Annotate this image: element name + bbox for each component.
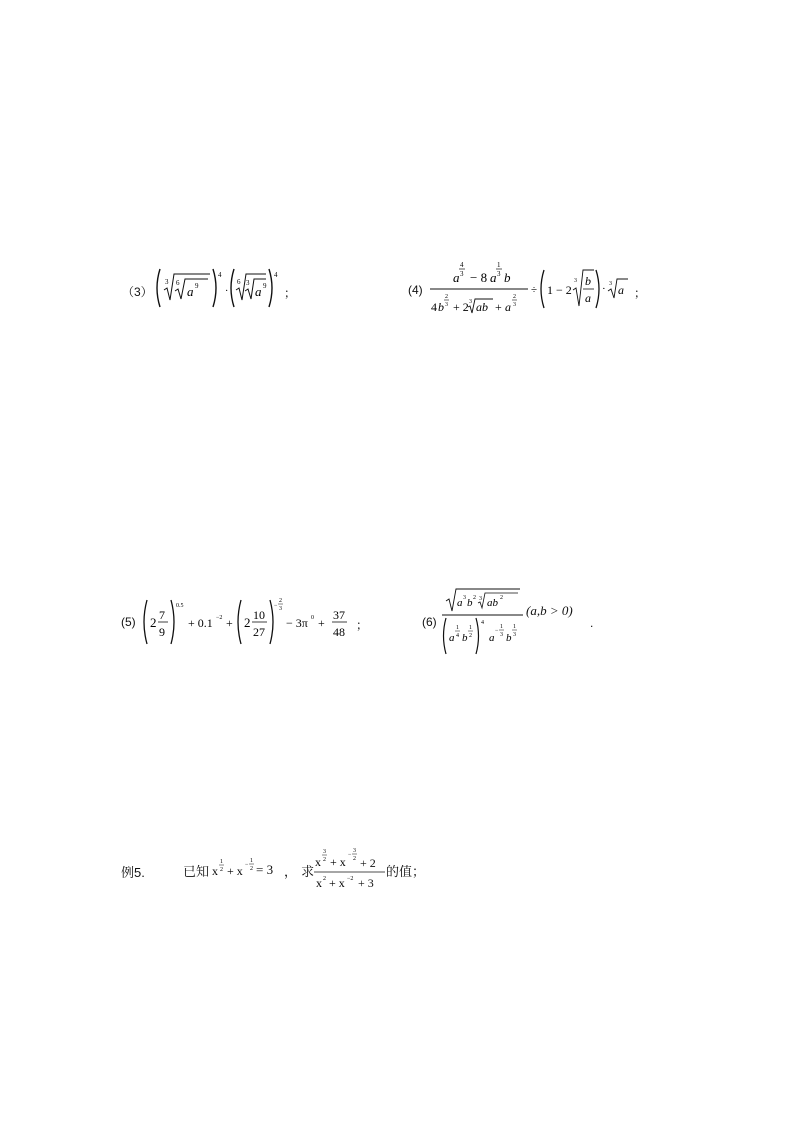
svg-text:1: 1 — [220, 859, 223, 865]
svg-text:1: 1 — [456, 625, 459, 631]
svg-text:b: b — [585, 274, 591, 288]
problem-5-expression — [140, 595, 365, 651]
svg-text:x: x — [316, 876, 322, 890]
example-numerator-plus2: + 2 — [360, 856, 376, 870]
svg-text:3: 3 — [500, 632, 503, 638]
example-given-rhs: = 3 — [256, 862, 274, 877]
svg-text:+ x: + x — [227, 864, 243, 878]
svg-text:4: 4 — [460, 261, 464, 269]
svg-text:a: a — [489, 632, 495, 644]
svg-text:b: b — [467, 597, 473, 609]
svg-text:9: 9 — [263, 282, 267, 290]
svg-text:3: 3 — [246, 279, 250, 287]
svg-text:2: 2 — [353, 856, 356, 862]
svg-text:·: · — [602, 283, 606, 295]
problem-5-end: ； — [356, 618, 369, 632]
svg-text:a: a — [618, 283, 624, 297]
svg-text:a: a — [585, 291, 591, 305]
example-ask-prefix: ， 求 — [284, 865, 315, 880]
svg-text:−2: −2 — [216, 615, 223, 621]
svg-text:+ 2: + 2 — [453, 300, 469, 314]
svg-text:2: 2 — [220, 867, 223, 873]
svg-text:2: 2 — [244, 615, 251, 630]
svg-text:2: 2 — [473, 595, 476, 601]
svg-text:a: a — [449, 632, 455, 644]
svg-text:3: 3 — [165, 278, 169, 286]
problem-4-end: ； — [634, 286, 647, 300]
svg-text:27: 27 — [253, 625, 265, 639]
example-label: 例5. — [121, 865, 145, 880]
problem-4-expression — [428, 258, 633, 318]
svg-text:2: 2 — [469, 633, 472, 639]
svg-text:2: 2 — [323, 857, 326, 863]
svg-text:b: b — [462, 632, 468, 644]
problem-3-end: ； — [284, 286, 297, 300]
svg-text:b: b — [438, 300, 444, 314]
svg-text:2: 2 — [279, 598, 282, 604]
svg-text:b: b — [506, 632, 512, 644]
svg-text:−2: −2 — [347, 876, 354, 882]
svg-text:1: 1 — [250, 858, 253, 864]
svg-text:6: 6 — [176, 279, 180, 287]
example-given-prefix: 已知 — [183, 865, 210, 880]
svg-text:37: 37 — [333, 608, 345, 622]
svg-text:4: 4 — [431, 300, 437, 314]
svg-text:1 − 2: 1 − 2 — [547, 283, 572, 297]
svg-text:+ x: + x — [329, 876, 345, 890]
svg-text:3: 3 — [513, 302, 516, 308]
svg-text:3: 3 — [469, 299, 472, 305]
svg-text:−: − — [274, 603, 278, 609]
svg-text:−: − — [495, 628, 499, 634]
svg-text:3: 3 — [497, 270, 501, 278]
example-ask-suffix: 的值； — [386, 865, 426, 880]
svg-text:ab: ab — [476, 300, 488, 314]
svg-text:9: 9 — [159, 625, 165, 639]
svg-text:3: 3 — [513, 632, 516, 638]
svg-text:1: 1 — [469, 625, 472, 631]
problem-6-end: . — [590, 616, 594, 630]
svg-text:·: · — [225, 286, 229, 297]
svg-text:3: 3 — [479, 596, 482, 602]
svg-text:−: − — [245, 862, 249, 868]
svg-text:+: + — [318, 616, 325, 630]
problem-3-label: （3） — [122, 285, 153, 299]
svg-text:b: b — [504, 270, 511, 285]
problem-6-condition: (a,b > 0) — [526, 603, 573, 618]
problem-3-expression — [152, 266, 282, 312]
svg-text:−: − — [348, 852, 352, 858]
example-denominator-plus3: + 3 — [358, 876, 374, 890]
problem-6-expression — [440, 585, 540, 657]
svg-text:4: 4 — [456, 633, 459, 639]
svg-text:2: 2 — [150, 615, 157, 630]
problem-6-label: (6) — [422, 615, 437, 629]
svg-text:1: 1 — [497, 261, 501, 269]
svg-text:a: a — [457, 597, 463, 609]
svg-text:3: 3 — [279, 606, 282, 612]
svg-text:a: a — [453, 270, 460, 285]
svg-text:9: 9 — [195, 282, 199, 290]
svg-text:a: a — [505, 300, 511, 314]
svg-text:3: 3 — [574, 278, 577, 284]
svg-text:3: 3 — [463, 595, 466, 601]
svg-text:0: 0 — [311, 615, 314, 621]
problem-5-label: (5) — [121, 615, 136, 629]
svg-text:10: 10 — [253, 608, 265, 622]
svg-text:+: + — [226, 616, 233, 630]
svg-text:0.5: 0.5 — [176, 603, 184, 609]
svg-text:1: 1 — [513, 624, 516, 630]
svg-text:2: 2 — [323, 876, 326, 882]
svg-text:− 8: − 8 — [470, 270, 488, 285]
svg-text:a: a — [187, 284, 194, 299]
svg-text:3: 3 — [609, 281, 612, 287]
svg-text:4: 4 — [274, 271, 278, 279]
svg-text:4: 4 — [218, 271, 222, 279]
svg-text:3: 3 — [445, 302, 448, 308]
svg-text:a: a — [255, 284, 262, 299]
svg-text:x: x — [212, 864, 218, 878]
problem-4-label: (4) — [408, 283, 423, 297]
svg-text:3: 3 — [323, 849, 326, 855]
svg-text:÷: ÷ — [531, 284, 538, 296]
svg-text:ab: ab — [487, 597, 498, 609]
svg-text:+: + — [495, 300, 502, 314]
svg-text:3: 3 — [353, 848, 356, 854]
svg-text:+ x: + x — [330, 855, 346, 869]
svg-text:6: 6 — [237, 278, 241, 286]
svg-text:3: 3 — [460, 270, 464, 278]
svg-text:2: 2 — [250, 866, 253, 872]
svg-text:− 3π: − 3π — [286, 616, 308, 630]
svg-text:+ 0.1: + 0.1 — [188, 616, 213, 630]
svg-text:2: 2 — [513, 294, 516, 300]
svg-text:4: 4 — [481, 620, 484, 626]
svg-text:2: 2 — [500, 595, 503, 601]
svg-text:x: x — [315, 855, 321, 869]
svg-text:1: 1 — [500, 624, 503, 630]
example-given-equation — [210, 852, 285, 880]
svg-text:7: 7 — [159, 608, 165, 622]
svg-text:2: 2 — [445, 294, 448, 300]
svg-text:a: a — [490, 270, 497, 285]
svg-text:48: 48 — [333, 625, 345, 639]
